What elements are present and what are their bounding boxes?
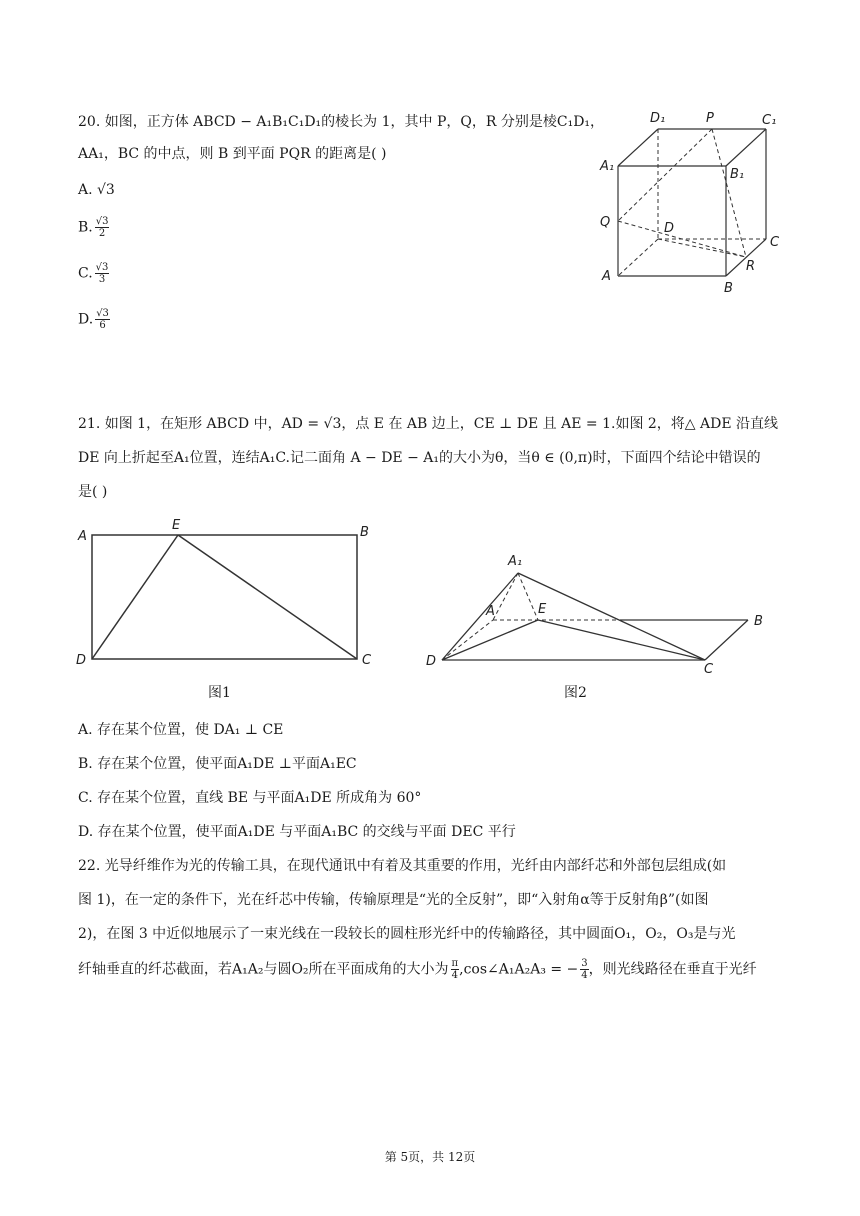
page-footer: 第 5页，共 12页 bbox=[384, 1150, 476, 1164]
label-D1: D₁ bbox=[650, 111, 666, 126]
fig1-label-C: C bbox=[362, 653, 372, 668]
fig2-label-A: A bbox=[486, 604, 495, 619]
q22-line1: 22. 光导纤维作为光的传输工具，在现代通讯中有着及其重要的作用，光纤由内部纤芯和外部包层组成(如 bbox=[78, 858, 727, 874]
q22-line3: 2)，在图 3 中近似地展示了一束光线在一段较长的圆柱形光纤中的传输路径，其中圆面O₁，O₂，O₃是与光 bbox=[78, 926, 736, 942]
fraction: $\frac{√3}{2}$ bbox=[95, 216, 109, 239]
q20-option-c: C. $\frac{√3}{3}$ bbox=[78, 262, 109, 285]
fig2-label-B: B bbox=[754, 614, 763, 629]
fraction: $\frac{√3}{6}$ bbox=[96, 308, 109, 331]
label-C1: C₁ bbox=[762, 113, 777, 128]
label-B1: B₁ bbox=[730, 167, 745, 182]
label-R: R bbox=[746, 259, 756, 274]
figure-2-folded bbox=[420, 545, 780, 684]
cube-figure bbox=[596, 106, 796, 300]
label-D: D bbox=[664, 221, 675, 236]
q22-line2: 图 1)，在一定的条件下，光在纤芯中传输，传输原理是“光的全反射”，即“入射角α等于反射角β”(如图 bbox=[78, 892, 709, 908]
fig2-label-C: C bbox=[704, 662, 714, 677]
q20-line2: AA₁，BC 的中点，则 B 到平面 PQR 的距离是( ) bbox=[78, 146, 387, 162]
fig1-label-E: E bbox=[172, 518, 181, 533]
fraction-pi-over-4: $\frac{\pi}{4}$ bbox=[451, 958, 459, 981]
fraction-3-over-4: $\frac{3}{4}$ bbox=[581, 958, 588, 981]
fraction: $\frac{√3}{3}$ bbox=[95, 262, 109, 285]
label-A: A bbox=[602, 269, 611, 284]
q20-option-b: B. $\frac{√3}{2}$ bbox=[78, 216, 109, 239]
q21-line1: 21. 如图 1，在矩形 ABCD 中，AD = √3，点 E 在 AB 边上，CE ⊥ DE 且 AE = 1.如图 2，将△ ADE 沿直线 bbox=[78, 416, 779, 432]
q22-line4: 纤轴垂直的纤芯截面，若A₁A₂与圆O₂所在平面成角的大小为 $\frac{\pi}{4}$ ,cos∠A₁A₂A₃ = − $\frac{3}{4}$ ，则光线路径在垂直于光纤 bbox=[78, 958, 757, 981]
q21-option-b: B. 存在某个位置，使平面A₁DE ⊥平面A₁EC bbox=[78, 756, 357, 772]
q21-option-d: D. 存在某个位置，使平面A₁DE 与平面A₁BC 的交线与平面 DEC 平行 bbox=[78, 824, 516, 840]
q21-option-a: A. 存在某个位置，使 DA₁ ⊥ CE bbox=[78, 722, 284, 738]
fig2-label-A1: A₁ bbox=[508, 554, 523, 569]
fig1-label-B: B bbox=[360, 525, 369, 540]
fig2-label-E: E bbox=[538, 602, 547, 617]
figure-1-caption: 图1 bbox=[208, 685, 231, 701]
q21-option-c: C. 存在某个位置，直线 BE 与平面A₁DE 所成角为 60° bbox=[78, 790, 422, 806]
q20-option-d: D. $\frac{√3}{6}$ bbox=[78, 308, 109, 331]
label-Q: Q bbox=[600, 215, 611, 230]
label-A1: A₁ bbox=[600, 159, 615, 174]
q20-option-a: A. √3 bbox=[78, 182, 115, 198]
figure-2-caption: 图2 bbox=[564, 685, 587, 701]
q21-line3: 是( ) bbox=[78, 484, 108, 500]
fig1-label-A: A bbox=[78, 529, 87, 544]
q21-line2: DE 向上折起至A₁位置，连结A₁C.记二面角 A − DE − A₁的大小为θ，当θ ∈ (0,π)时，下面四个结论中错误的 bbox=[78, 450, 761, 466]
figure-1-rectangle bbox=[70, 514, 390, 678]
q20-line1: 20. 如图，正方体 ABCD − A₁B₁C₁D₁的棱长为 1，其中 P，Q，R 分别是棱C₁D₁， bbox=[78, 114, 605, 130]
label-C: C bbox=[770, 235, 780, 250]
fig1-label-D: D bbox=[76, 653, 87, 668]
label-B: B bbox=[724, 281, 733, 296]
fig2-label-D: D bbox=[426, 654, 437, 669]
label-P: P bbox=[706, 111, 714, 126]
